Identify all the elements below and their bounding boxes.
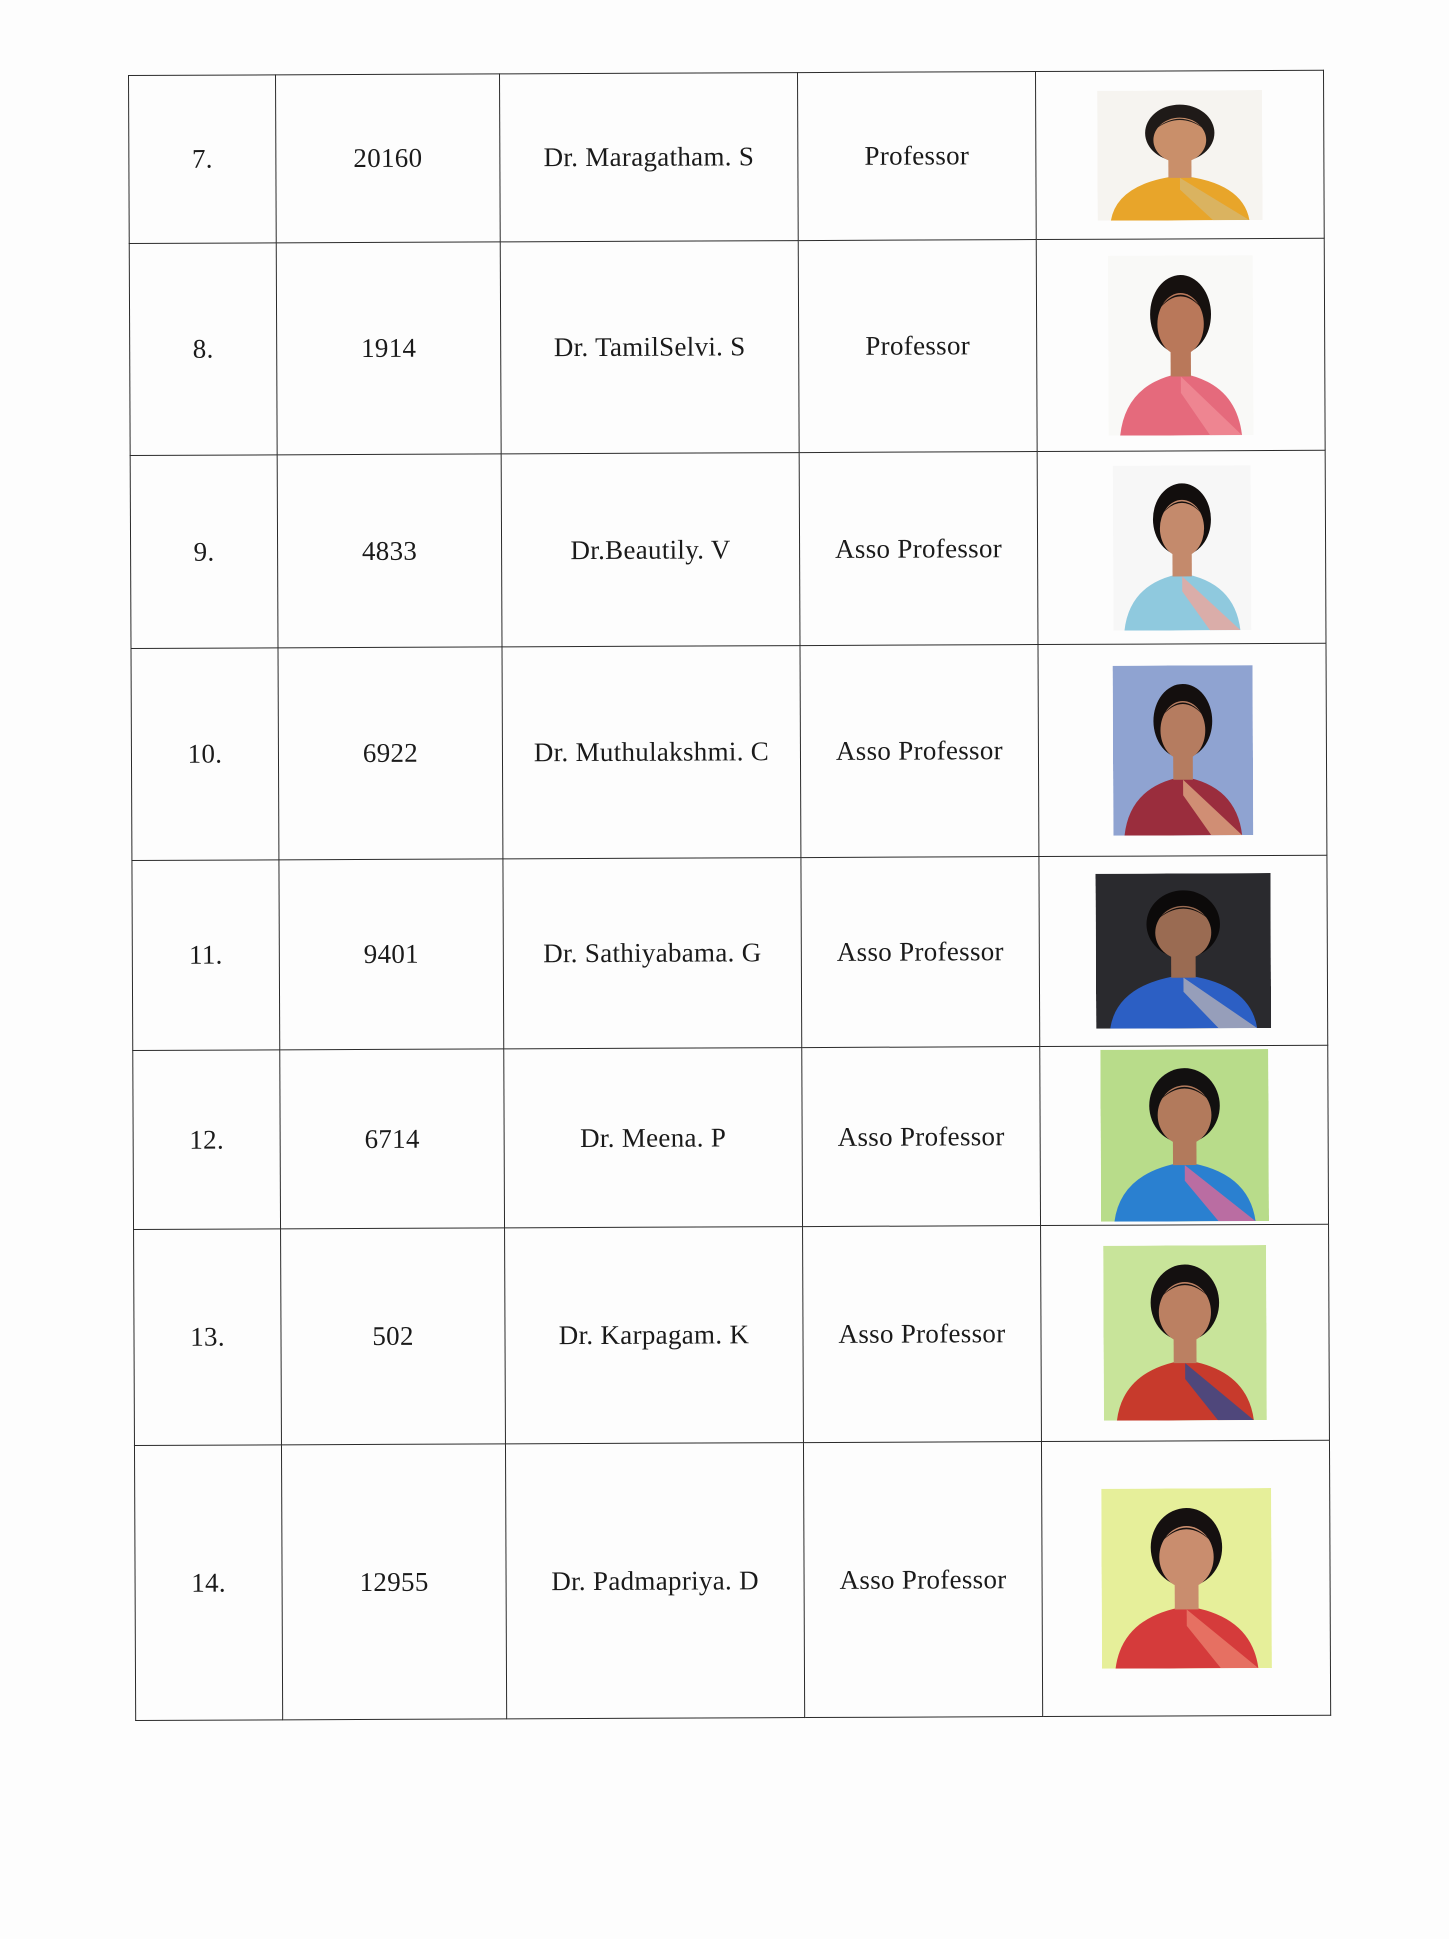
designation-cell: Asso Professor — [799, 452, 1038, 646]
staff-id-cell: 502 — [281, 1228, 506, 1445]
designation-cell: Professor — [798, 240, 1037, 453]
table-row — [134, 1440, 1330, 1720]
faculty-name-cell: Dr. Maragatham. S — [499, 73, 798, 242]
staff-id-cell: 4833 — [277, 454, 502, 648]
faculty-photo — [1100, 1049, 1269, 1222]
faculty-name-cell: Dr. Meena. P — [504, 1048, 803, 1228]
faculty-name-cell: Dr. Sathiyabama. G — [503, 858, 802, 1049]
serial-number-cell: 7. — [129, 75, 277, 244]
face-shape — [1157, 292, 1204, 354]
faculty-photo — [1097, 90, 1263, 221]
designation-cell: Asso Professor — [802, 1047, 1041, 1227]
table-row — [132, 855, 1328, 1050]
table-row — [131, 643, 1327, 860]
portrait-graphic — [1100, 1049, 1269, 1222]
face-shape — [1160, 700, 1205, 759]
table-row — [133, 1045, 1329, 1229]
designation-cell: Asso Professor — [803, 1442, 1042, 1718]
portrait-graphic — [1095, 873, 1271, 1029]
staff-id-cell: 6922 — [278, 647, 503, 860]
face-shape — [1157, 1085, 1211, 1145]
photo-cell — [1041, 1440, 1330, 1716]
portrait-graphic — [1112, 665, 1253, 836]
photo-cell — [1035, 70, 1324, 239]
staff-id-cell: 9401 — [279, 859, 504, 1050]
designation-cell: Asso Professor — [801, 857, 1040, 1048]
table-row — [129, 70, 1325, 243]
face-shape — [1159, 499, 1203, 556]
faculty-photo — [1103, 1245, 1267, 1421]
staff-id-cell: 1914 — [276, 242, 501, 455]
portrait-graphic — [1112, 465, 1251, 631]
serial-number-cell: 9. — [130, 455, 278, 649]
photo-cell — [1039, 855, 1328, 1046]
faculty-name-cell: Dr. TamilSelvi. S — [500, 241, 799, 454]
portrait-graphic — [1103, 1245, 1267, 1421]
serial-number-cell: 8. — [129, 243, 277, 456]
face-shape — [1153, 117, 1206, 162]
faculty-name-cell: Dr. Padmapriya. D — [505, 1443, 804, 1719]
table-row — [134, 1224, 1330, 1445]
portrait-graphic — [1108, 255, 1254, 436]
photo-cell — [1037, 450, 1326, 644]
photo-cell — [1036, 238, 1325, 451]
photo-cell — [1041, 1224, 1330, 1441]
staff-id-cell: 12955 — [281, 1444, 506, 1720]
faculty-photo — [1108, 255, 1254, 436]
faculty-photo — [1112, 465, 1251, 631]
serial-number-cell: 13. — [134, 1229, 282, 1446]
photo-cell — [1038, 643, 1327, 856]
faculty-table — [128, 70, 1331, 1721]
faculty-photo — [1112, 665, 1253, 836]
portrait-graphic — [1101, 1488, 1272, 1669]
faculty-name-cell: Dr. Muthulakshmi. C — [502, 646, 801, 859]
faculty-photo — [1095, 873, 1271, 1029]
serial-number-cell: 11. — [132, 860, 280, 1051]
serial-number-cell: 12. — [133, 1050, 281, 1230]
portrait-graphic — [1097, 90, 1263, 221]
designation-cell: Asso Professor — [800, 645, 1039, 858]
staff-id-cell: 6714 — [280, 1049, 505, 1229]
faculty-name-cell: Dr.Beautily. V — [501, 453, 800, 647]
faculty-name-cell: Dr. Karpagam. K — [505, 1227, 804, 1444]
designation-cell: Professor — [797, 72, 1036, 241]
photo-cell — [1040, 1045, 1329, 1225]
face-shape — [1159, 1282, 1211, 1343]
staff-id-cell: 20160 — [276, 74, 501, 243]
designation-cell: Asso Professor — [803, 1226, 1042, 1443]
faculty-photo — [1101, 1488, 1272, 1669]
face-shape — [1159, 1526, 1214, 1588]
table-row — [130, 450, 1326, 648]
serial-number-cell: 14. — [134, 1445, 282, 1721]
face-shape — [1155, 906, 1211, 960]
table-row — [129, 238, 1325, 455]
faculty-table-body — [129, 70, 1331, 1720]
serial-number-cell: 10. — [131, 648, 279, 861]
